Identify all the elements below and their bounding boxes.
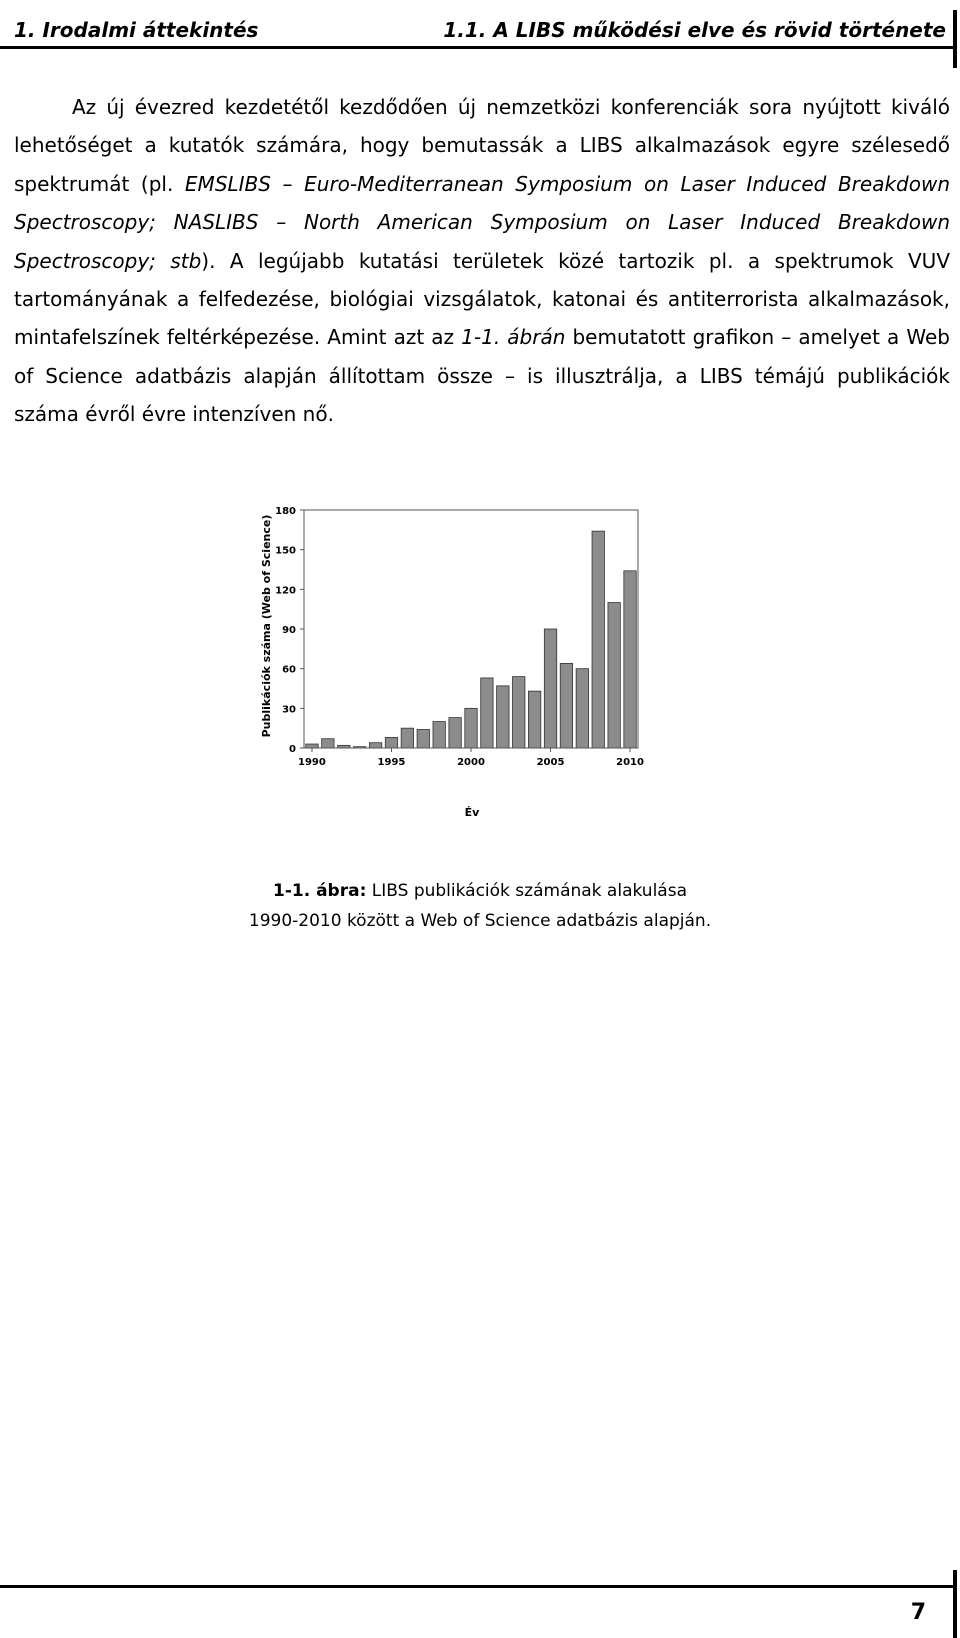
bar-2002 [497, 686, 509, 748]
bar-1996 [401, 728, 413, 748]
publications-chart [262, 508, 682, 838]
caption-line-1 [0, 876, 960, 906]
header-side-bar [953, 10, 957, 68]
bar-2008 [592, 531, 604, 748]
x-tick-label: 2000 [457, 757, 485, 768]
bar-2006 [560, 663, 572, 748]
caption-text: LIBS publikációk számának alakulása [366, 881, 687, 901]
chapter-title: 1. Irodalmi áttekintés [14, 18, 259, 42]
bar-2005 [544, 629, 556, 748]
text-run: Az új évezred kezdetétől kezdődően új nemzetközi konferenciák sora nyújtott kiváló lehetőséget a kutatók számára, hogy bemutassák a LIBS alkalmazások egyre szélesedő spektrumát (pl. [14, 95, 950, 196]
footer-rule [0, 1585, 956, 1588]
caption-label: 1-1. ábra: [272, 881, 367, 901]
section-title: 1.1. A LIBS működési elve és rövid története [443, 18, 946, 42]
caption-line-2: 1990-2010 között a Web of Science adatbázis alapján. [248, 911, 712, 931]
text-run: bemutatott grafikon – amelyet a Web of Science adatbázis alapján állítottam össze – is illusztrálja, a LIBS témájú publikációk száma évről évre intenzíven nő. [14, 325, 950, 427]
bar-1994 [369, 743, 381, 748]
text-run: ). A legújabb kutatási területek közé tartozik pl. a spektrumok VUV tartományának a felfedezése, biológiai vizsgálatok, katonai és antiterrorista alkalmazások, mintafelszínek feltérképezése. Amint azt az [14, 248, 951, 350]
y-tick-label: 150 [275, 545, 296, 557]
bar-1998 [433, 722, 445, 748]
body-paragraph [14, 88, 950, 434]
y-axis-label: Publikációk száma (Web of Science) [260, 514, 273, 738]
chart-svg [262, 508, 682, 838]
figure-caption [0, 876, 960, 936]
y-tick-label: 90 [282, 625, 296, 636]
y-tick-label: 180 [275, 506, 296, 517]
x-tick-label: 1990 [298, 757, 326, 768]
bar-1995 [385, 737, 397, 748]
conference-names: EMSLIBS – Euro-Mediterranean Symposium on Laser Induced Breakdown Spectroscopy; NASLIBS – North American Symposium on Laser Induced Breakdown Spectroscopy; stb [14, 171, 950, 273]
x-axis-label: Év [464, 806, 480, 819]
x-tick-label: 2005 [536, 757, 565, 768]
page-number: 7 [910, 1600, 926, 1625]
y-tick-label: 120 [275, 585, 296, 597]
bar-1997 [417, 729, 429, 748]
running-header [14, 18, 956, 48]
figure-reference: 1-1. ábrán [461, 325, 566, 350]
bar-2010 [624, 571, 636, 748]
y-tick-label: 0 [289, 744, 296, 755]
bar-1999 [449, 718, 461, 748]
bar-1991 [322, 739, 334, 748]
bar-1990 [306, 744, 318, 748]
x-tick-label: 2010 [616, 757, 644, 768]
bar-2001 [481, 678, 493, 748]
y-tick-label: 30 [282, 704, 296, 716]
bar-2007 [576, 669, 588, 748]
x-tick-label: 1995 [377, 757, 406, 768]
y-tick-label: 60 [282, 664, 296, 676]
bar-2004 [528, 691, 540, 748]
header-rule [0, 46, 956, 49]
footer-side-bar [953, 1570, 957, 1638]
bar-2003 [513, 677, 525, 748]
paragraph [14, 88, 950, 434]
bar-2000 [465, 708, 477, 748]
bar-2009 [608, 603, 620, 748]
